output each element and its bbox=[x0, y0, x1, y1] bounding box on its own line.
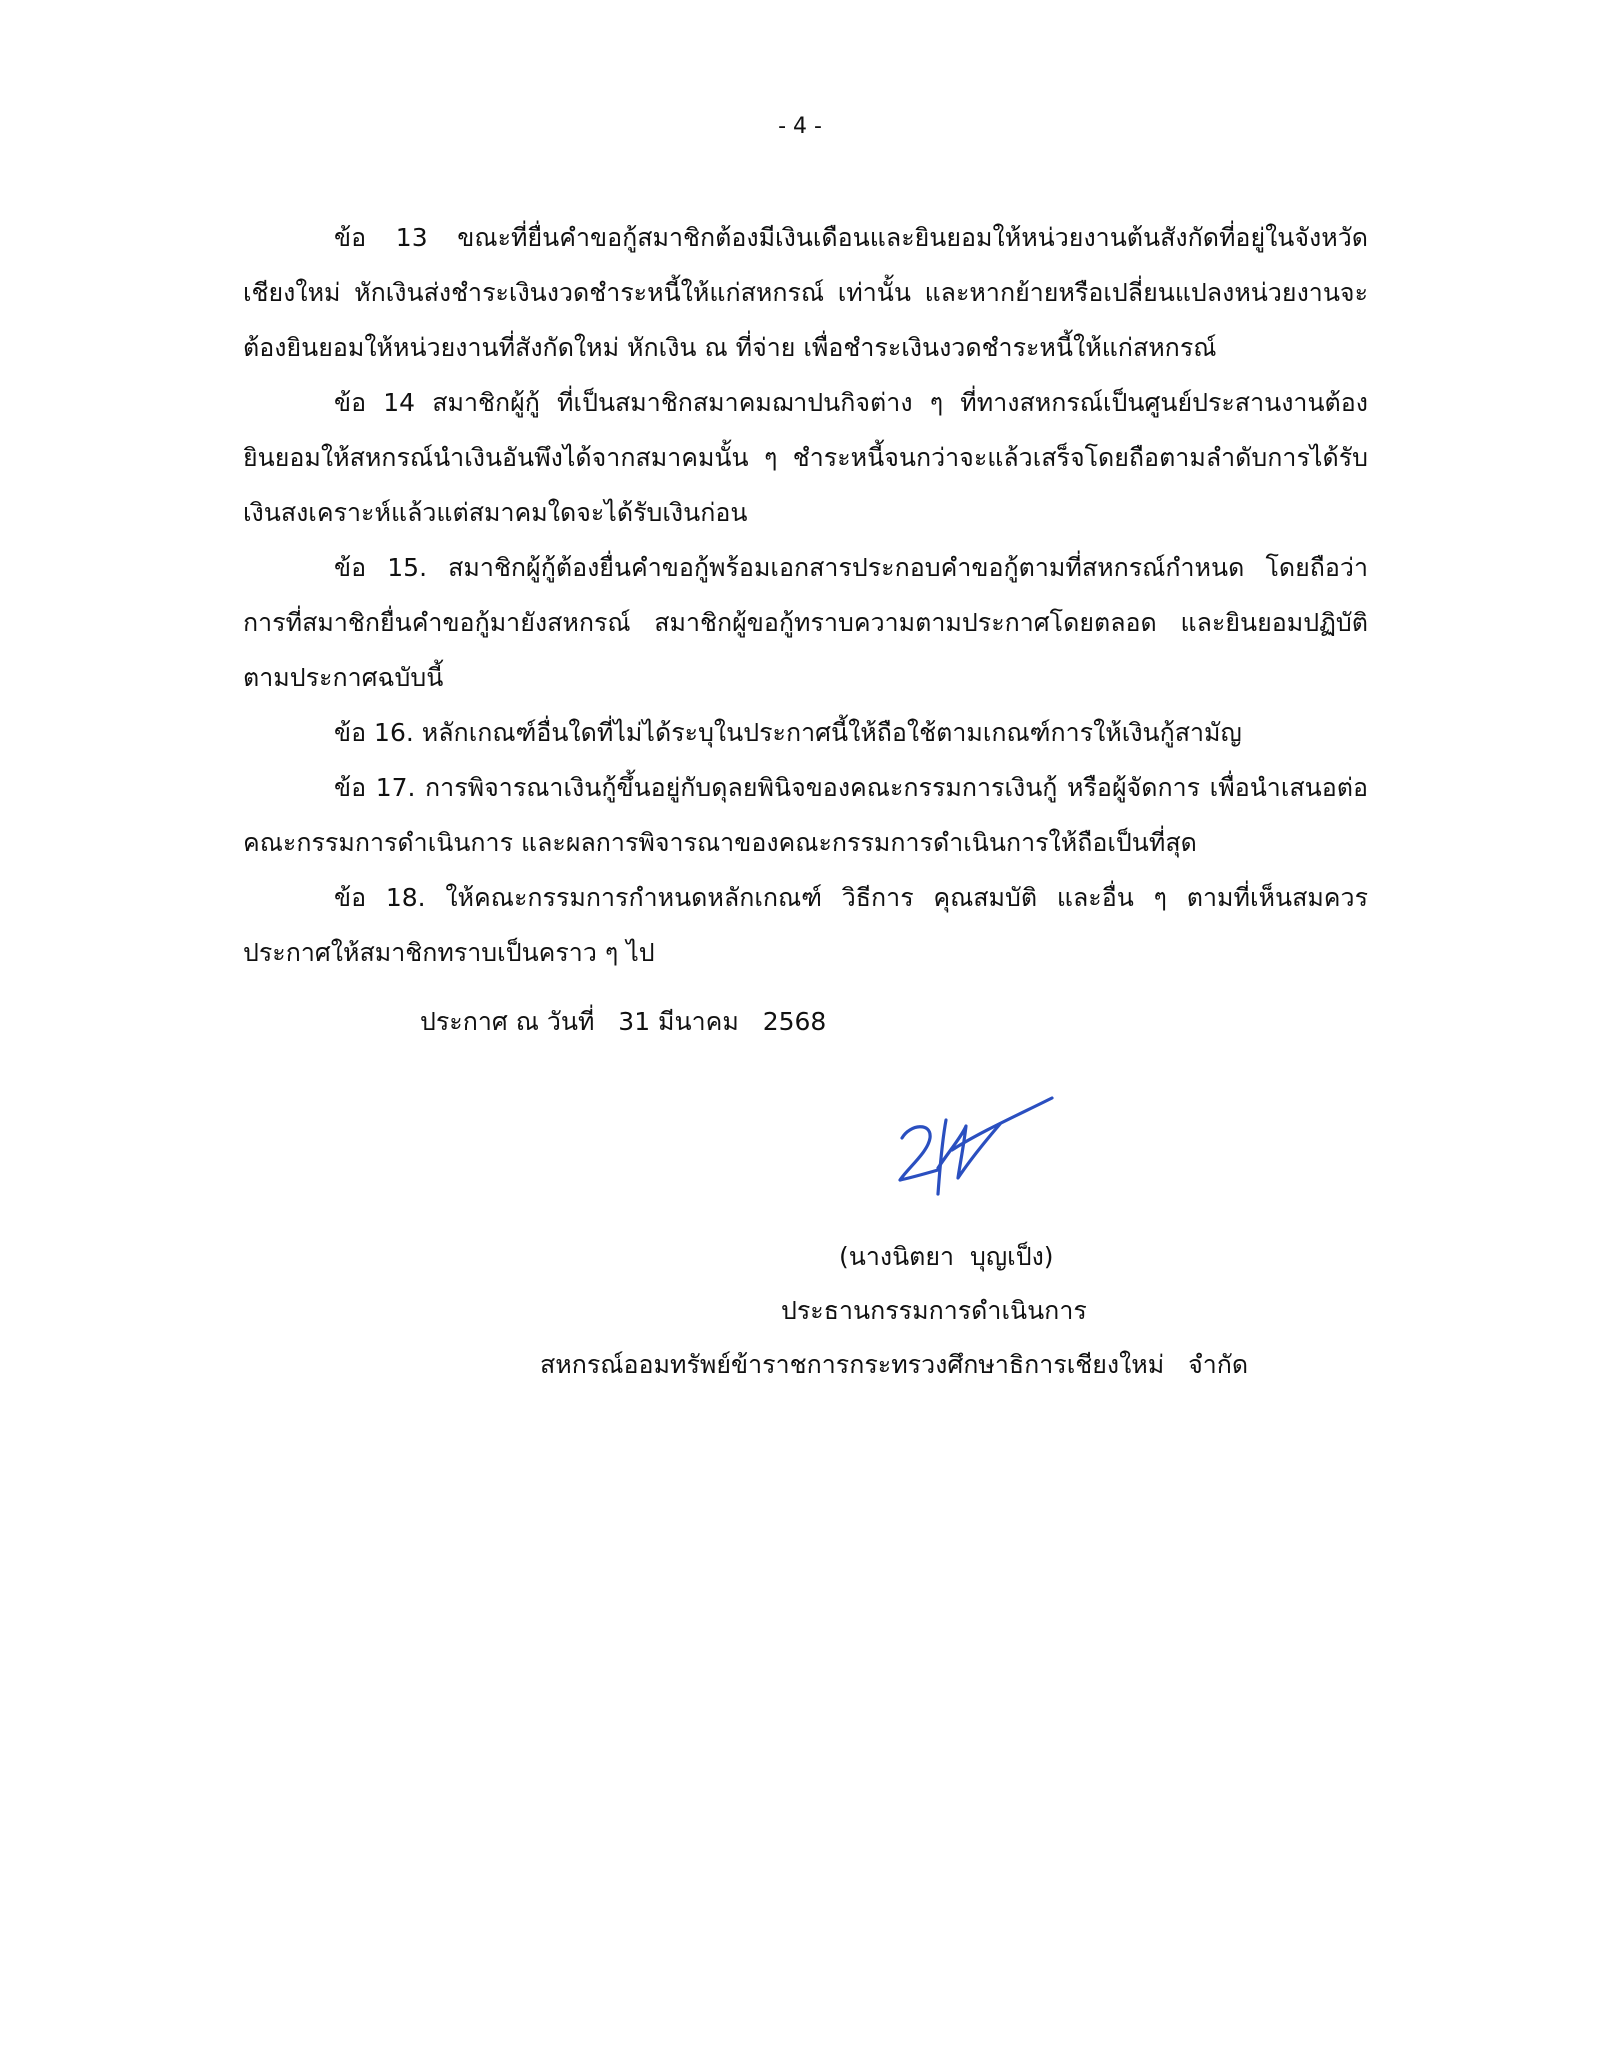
signer-organization: สหกรณ์ออมทรัพย์ข้าราชการกระทรวงศึกษาธิการเชียงใหม่ จำกัด bbox=[540, 1350, 1249, 1379]
clause-14: ข้อ 14 สมาชิกผู้กู้ ที่เป็นสมาชิกสมาคมฌาปนกิจต่าง ๆ ที่ทางสหกรณ์เป็นศูนย์ประสานงานต้องยินยอมให้สหกรณ์นำเงินอันพึงได้จากสมาคมนั้น ๆ ชำระหนี้จนกว่าจะแล้วเสร็จโดยถือตามลำดับการได้รับเงินสงเคราะห์แล้วแต่สมาคมใดจะได้รับเงินก่อน bbox=[243, 388, 1368, 527]
signer-name: (นางนิตยา บุญเป็ง) bbox=[839, 1242, 1054, 1271]
handwritten-signature bbox=[880, 1080, 1070, 1210]
clause-16: ข้อ 16. หลักเกณฑ์อื่นใดที่ไม่ได้ระบุในประกาศนี้ให้ถือใช้ตามเกณฑ์การให้เงินกู้สามัญ bbox=[334, 718, 1242, 747]
announcement-date: ประกาศ ณ วันที่ 31 มีนาคม 2568 bbox=[420, 1007, 827, 1036]
clause-15: ข้อ 15. สมาชิกผู้กู้ต้องยื่นคำขอกู้พร้อมเอกสารประกอบคำขอกู้ตามที่สหกรณ์กำหนด โดยถือว่าการที่สมาชิกยื่นคำขอกู้มายังสหกรณ์ สมาชิกผู้ขอกู้ทราบความตามประกาศโดยตลอด และยินยอมปฏิบัติตามประกาศฉบับนี้ bbox=[243, 553, 1368, 692]
signer-block bbox=[540, 1230, 1270, 1392]
page-number: - 4 - bbox=[778, 114, 822, 139]
clause-17: ข้อ 17. การพิจารณาเงินกู้ขึ้นอยู่กับดุลยพินิจของคณะกรรมการเงินกู้ หรือผู้จัดการ เพื่อนำเสนอต่อคณะกรรมการดำเนินการ และผลการพิจารณาของคณะกรรมการดำเนินการให้ถือเป็นที่สุด bbox=[243, 773, 1368, 857]
signer-position: ประธานกรรมการดำเนินการ bbox=[781, 1296, 1087, 1325]
document-body bbox=[243, 210, 1368, 980]
clause-18: ข้อ 18. ให้คณะกรรมการกำหนดหลักเกณฑ์ วิธีการ คุณสมบัติ และอื่น ๆ ตามที่เห็นสมควรประกาศให้สมาชิกทราบเป็นคราว ๆ ไป bbox=[243, 883, 1368, 967]
clause-13: ข้อ 13 ขณะที่ยื่นคำขอกู้สมาชิกต้องมีเงินเดือนและยินยอมให้หน่วยงานต้นสังกัดที่อยู่ในจังหวัดเชียงใหม่ หักเงินส่งชำระเงินงวดชำระหนี้ให้แก่สหกรณ์ เท่านั้น และหากย้ายหรือเปลี่ยนแปลงหน่วยงานจะต้องยินยอมให้หน่วยงานที่สังกัดใหม่ หักเงิน ณ ที่จ่าย เพื่อชำระเงินงวดชำระหนี้ให้แก่สหกรณ์ bbox=[243, 223, 1368, 362]
